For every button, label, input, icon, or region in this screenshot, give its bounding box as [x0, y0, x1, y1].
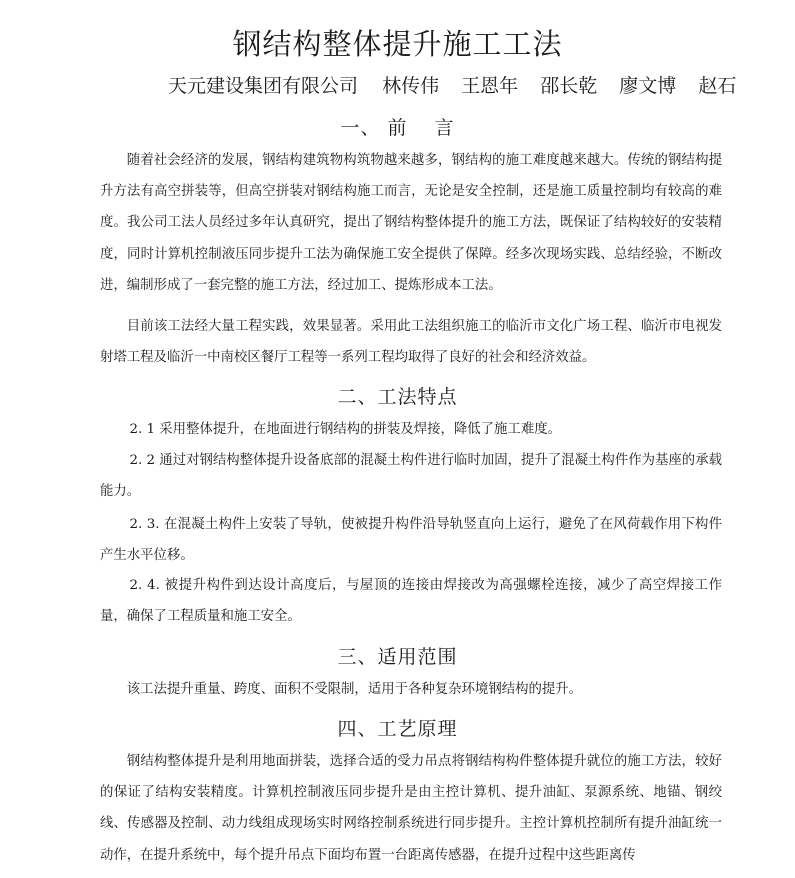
list-item: 2. 2 通过对钢结构整体提升设备底部的混凝土构件进行临时加固，提升了混凝土构件作为基座的承载能力。 — [100, 453, 722, 500]
section-heading-principle: 四、工艺原理 — [337, 718, 458, 740]
author-name: 邵长乾 — [540, 75, 598, 97]
paragraph: 钢结构整体提升是利用地面拼装，选择合适的受力吊点将钢结构构件整体提升就位的施工方法，较好的保证了结构安装精度。计算机控制液压同步提升是由主控计算机、提升油缸、泵源系统、地锚、钢绞线、传感器及控制、动力线组成现场实时网络控制系统进行同步提升。主控计算机控制所有提升油缸统一动作，在提升系统中，每个提升吊点下面均布置一台距离传感器，在提升过程中这些距离传 — [100, 754, 722, 863]
document-title: 钢结构整体提升施工工法 — [232, 27, 563, 61]
paragraph: 随着社会经济的发展，钢结构建筑物构筑物越来越多，钢结构的施工难度越来越大。传统的钢结构提升方法有高空拼装等，但高空拼装对钢结构施工而言，无论是安全控制，还是施工质量控制均有较高的难度。我公司工法人员经过多年认真研究，提出了钢结构整体提升的施工方法，既保证了结构较好的安装精度，同时计算机控制液压同步提升工法为确保施工安全提供了保障。经多次现场实践、总结经验，不断改进，编制形成了一套完整的施工方法，经过加工、提炼形成本工法。 — [100, 153, 722, 293]
section-heading-scope: 三、适用范围 — [337, 646, 458, 668]
author-name: 林传伟 — [382, 75, 440, 97]
list-item: 2. 1 采用整体提升，在地面进行钢结构的拼装及焊接，降低了施工难度。 — [129, 422, 561, 437]
author-name: 王恩年 — [461, 75, 519, 97]
paragraph: 该工法提升重量、跨度、面积不受限制，适用于各种复杂环境钢结构的提升。 — [126, 682, 583, 697]
section-heading-features: 二、工法特点 — [337, 386, 458, 408]
author-name: 赵石 — [698, 75, 737, 97]
list-item: 2. 3. 在混凝土构件上安装了导轨，使被提升构件沿导轨竖直向上运行，避免了在风荷载作用下构件产生水平位移。 — [100, 517, 722, 564]
paragraph: 目前该工法经大量工程实践，效果显著。采用此工法组织施工的临沂市文化广场工程、临沂市电视发射塔工程及临沂一中南校区餐厅工程等一系列工程均取得了良好的社会和经济效益。 — [100, 319, 722, 366]
author-line — [168, 71, 752, 98]
section-heading-preface: 一、 前 言 — [340, 117, 455, 139]
list-item: 2. 4. 被提升构件到达设计高度后，与屋顶的连接由焊接改为高强螺栓连接，减少了高空焊接工作量，确保了工程质量和施工安全。 — [100, 578, 722, 625]
author-name: 廖文博 — [619, 75, 677, 97]
author-organization: 天元建设集团有限公司 — [168, 75, 359, 97]
